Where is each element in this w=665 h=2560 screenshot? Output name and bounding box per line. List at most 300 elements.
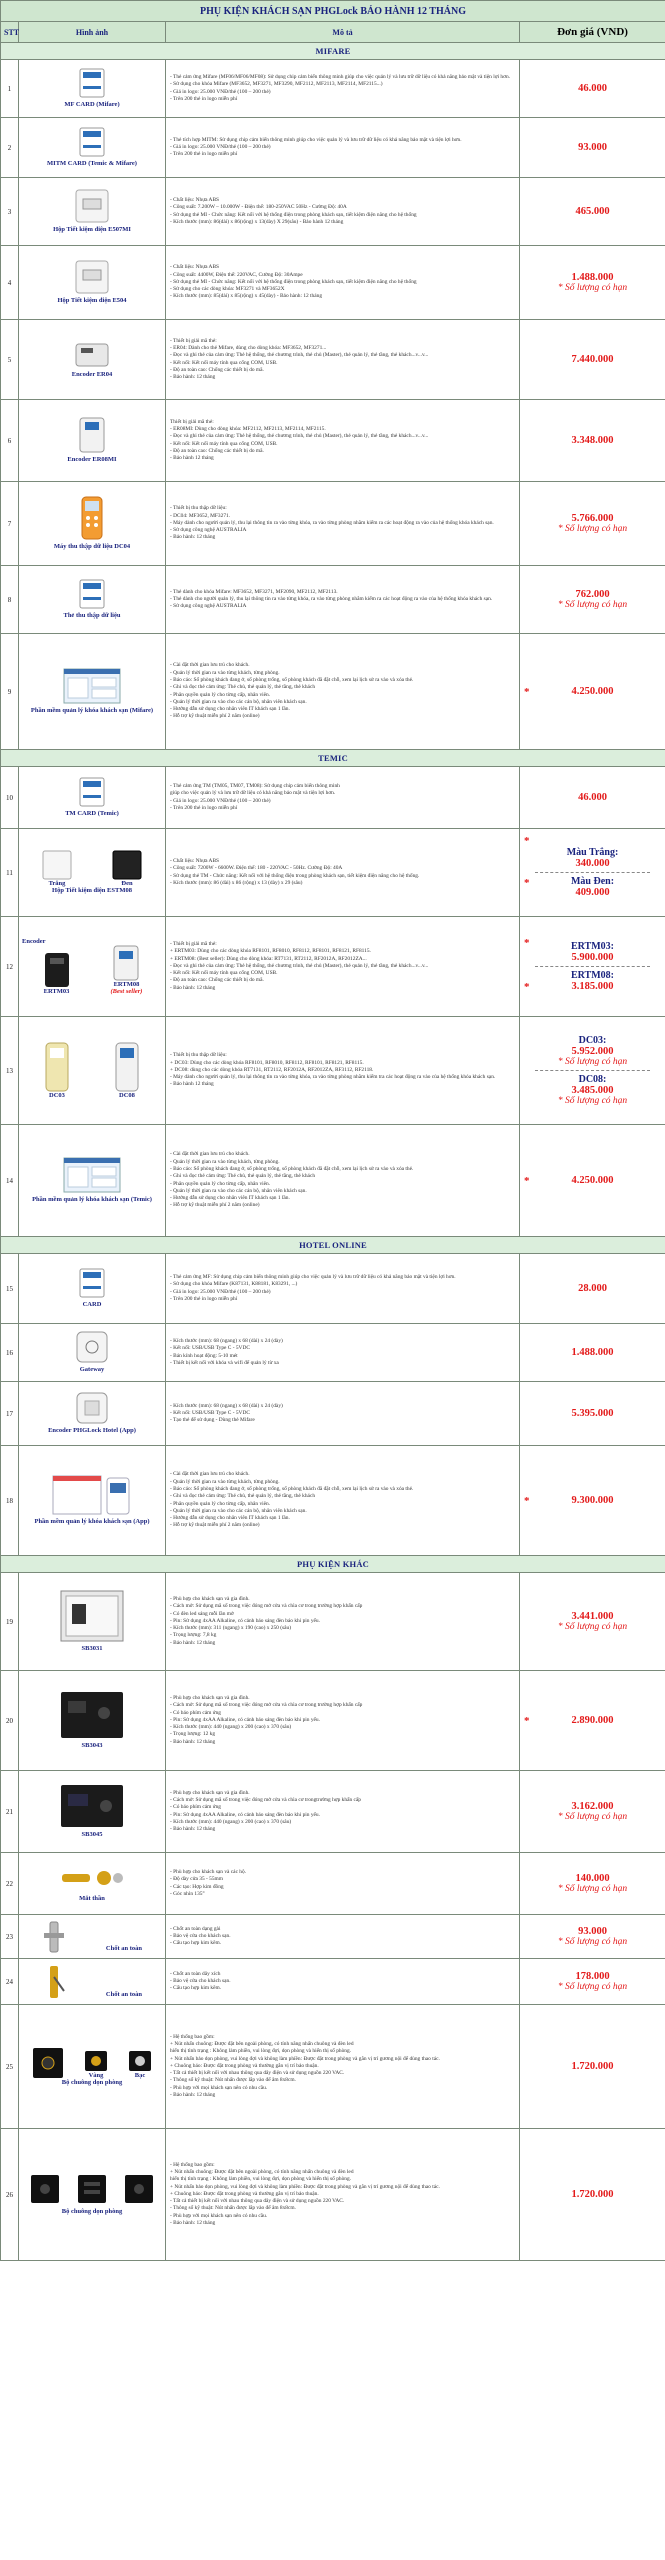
sheet-title: PHỤ KIỆN KHÁCH SẠN PHGLock BẢO HÀNH 12 THÁNG <box>1 1 665 22</box>
product-name: Hộp Tiết kiệm điện E507MI <box>53 226 131 234</box>
card-icon <box>79 579 105 609</box>
row-stt: 26 <box>1 2129 19 2261</box>
table-row <box>1 1853 665 1915</box>
desc-line: - Phân quyền quản lý cho từng cấp, nhân viên. <box>170 1180 271 1187</box>
desc-line: - Báo cáo: Số phòng khách đang ở, số phòng trống, số phòng khách đã đặt chỗ, xem lại lịch sử ra vào và xóa thẻ. <box>170 676 414 683</box>
row-stt: 20 <box>1 1671 19 1771</box>
desc-line: - Công suất: 7200W - 6600W. Điện thế: 180 - 220VAC - 50Hz. Cường Độ: 40A <box>170 865 343 872</box>
product-price: 340.000 <box>575 858 610 869</box>
desc-line: - Sử dụng thẻ TM - Chức năng: Kết nối với hệ thống điện trong phòng khách sạn, tiết kiệm điện năng cho hệ thống. <box>170 872 420 879</box>
desc-line: - Hỗ trợ kỹ thuật miễn phí 2 năm (online) <box>170 1522 260 1529</box>
power-switch-icon <box>75 189 109 223</box>
product-price: 5.952.000 <box>571 1046 614 1057</box>
desc-line: - Chất liệu: Nhựa ABS <box>170 264 220 271</box>
product-price: 3.441.000 <box>571 1611 614 1622</box>
product-desc <box>166 320 520 400</box>
desc-line: - Thiết bị kết nối với khóa và wifi để quản lý từ xa <box>170 1359 279 1366</box>
desc-line: + Nút nhấn chuông: Được đặt bên ngoài phòng, có tính năng nhấn chuông và đèn led <box>170 2040 354 2047</box>
price-label: DC08: <box>578 1074 607 1085</box>
variant-label: ERTM08 <box>113 981 140 989</box>
desc-line: - Kết nối: USB/USB Type C - 5VDC <box>170 1345 250 1352</box>
product-name: Phần mềm quản lý khóa khách sạn (Temic) <box>32 1196 152 1204</box>
product-name: TM CARD (Temic) <box>65 810 119 818</box>
data-collector-icon <box>44 1042 70 1092</box>
desc-line: - Hệ thống bao gồm: <box>170 2161 215 2168</box>
product-price: 46.000 <box>578 83 607 94</box>
table-row <box>1 917 665 1017</box>
desc-line: - Sử dụng cho các dòng khóa: MF3271 và MF3652X <box>170 286 285 293</box>
product-price: 46.000 <box>578 792 607 803</box>
product-name: SB3031 <box>81 1645 103 1653</box>
desc-line: - Có đèn led sáng mỗi lần mở <box>170 1610 234 1617</box>
desc-line: - Giá in logo: 25.000 VNĐ/thẻ (100 – 200 thẻ) <box>170 1288 271 1295</box>
doorbell-panel-icon <box>30 2174 60 2204</box>
product-name: Bộ chuông dọn phòng <box>61 2207 123 2215</box>
product-desc <box>166 566 520 634</box>
product-name: Chốt an toàn <box>105 1991 143 1999</box>
desc-line: - Bảo hành 12 tháng <box>170 1081 214 1088</box>
doorbell-panel-icon <box>128 2050 152 2072</box>
product-price: 5.395.000 <box>571 1408 614 1419</box>
product-price: 93.000 <box>578 1926 607 1937</box>
table-row <box>1 1771 665 1853</box>
row-stt: 16 <box>1 1324 19 1382</box>
table-row <box>1 482 665 566</box>
quantity-note: * Số lượng có hạn <box>557 283 628 293</box>
desc-line: - Đọc và ghi thẻ của cảm ứng: Thẻ hệ thống, thẻ chương trình, thẻ chủ (Master), thẻ quản lý, thẻ tầng, thẻ khách...v...v... <box>170 962 429 969</box>
desc-line: - Bảo hành: 12 tháng <box>170 374 216 381</box>
desc-line: - Ghi và đọc thẻ cảm ứng: Thẻ chủ, thẻ quản lý, thẻ tầng, thẻ khách <box>170 1493 316 1500</box>
desc-line: - Có báo phím cảm ứng <box>170 1709 221 1716</box>
asterisk-marker: * <box>524 1715 530 1727</box>
desc-line: - Chất liệu: Nhựa ABS <box>170 196 220 203</box>
desc-line: - Kích thước (mm): 440 (ngang) x 200 (cao) x 370 (sâu) <box>170 1724 292 1731</box>
table-row <box>1 2005 665 2129</box>
quantity-note: * Số lượng có hạn <box>557 600 628 610</box>
product-desc <box>166 246 520 320</box>
desc-line: - Giá in logo: 25.000 VNĐ/thẻ (100 – 200 thẻ) <box>170 88 271 95</box>
desc-line: - Trên 200 thẻ in logo miễn phí <box>170 151 238 158</box>
desc-line: - Thẻ dành cho khóa Mifare: MF3652, MF3271, MF2090, MF2112, MF2113. <box>170 588 338 595</box>
product-desc <box>166 634 520 750</box>
quantity-note: * Số lượng có hạn <box>557 524 628 534</box>
desc-line: - Quản lý thời gian ra vào cho các cán bộ, nhân viên khách sạn. <box>170 1507 307 1514</box>
encoder-icon <box>111 945 141 981</box>
desc-line: - Sử dụng thẻ MI - Chức năng: Kết nối với hệ thống điện trong phòng khách sạn, tiết kiệm điện năng cho hệ thống <box>170 278 417 285</box>
product-desc <box>166 1017 520 1125</box>
product-name: Gateway <box>79 1366 105 1374</box>
chain-lock-icon <box>42 1965 66 1999</box>
desc-line: + DC03: Dùng cho các dòng khóa RF8101, RF8010, RF8112, RF8101, RF8121, RF8115. <box>170 1059 364 1066</box>
quantity-note: * Số lượng có hạn <box>557 1096 628 1106</box>
product-name: Hộp Tiết kiệm điện E504 <box>57 297 127 305</box>
product-desc <box>166 829 520 917</box>
desc-line: - Quản lý thời gian ra vào từng khách, từng phòng. <box>170 669 280 676</box>
power-switch-icon <box>75 260 109 294</box>
desc-line: - Phù hợp với mọi khách sạn nên có nhu cầu. <box>170 2084 268 2091</box>
desc-line: hiển thị tình trạng : Không làm phiền, vui lòng đợi, dọn phòng và hiển thị số phòng. <box>170 2048 352 2055</box>
asterisk-marker: * <box>524 1175 530 1187</box>
section-mifare <box>1 43 665 60</box>
product-name: MITM CARD (Temic & Mifare) <box>47 160 137 168</box>
row-stt: 8 <box>1 566 19 634</box>
row-stt: 21 <box>1 1771 19 1853</box>
title-row <box>1 1 665 22</box>
product-desc <box>166 178 520 246</box>
gateway-icon <box>76 1331 108 1363</box>
row-stt: 11 <box>1 829 19 917</box>
product-name: Mắt thần <box>79 1895 105 1903</box>
desc-line: - Cài đặt thời gian lưu trú cho khách. <box>170 1151 250 1158</box>
safe-box-icon <box>60 1691 124 1739</box>
product-price: 1.488.000 <box>571 272 614 283</box>
product-name: Encoder ER04 <box>71 371 113 379</box>
row-stt: 5 <box>1 320 19 400</box>
desc-line: - Kích thước (mm): 440 (ngang) x 200 (cao) x 370 (sâu) <box>170 1818 292 1825</box>
product-desc <box>166 1125 520 1237</box>
desc-line: - Phân quyền quản lý cho từng cấp, nhân viên. <box>170 1500 271 1507</box>
product-price: 4.250.000 <box>571 1175 614 1186</box>
desc-line: - Kích thước (mm): 68 (ngang) x 68 (dài) x 24 (dày) <box>170 1402 283 1409</box>
card-icon <box>79 1268 105 1298</box>
header-desc: Mô tả <box>166 22 520 43</box>
header-row <box>1 22 665 43</box>
desc-line: - Kết nối: Kết nối máy tính qua cổng COM, USB. <box>170 440 278 447</box>
desc-line: - Bảo hành: 12 tháng <box>170 2220 216 2227</box>
desc-line: - Độ an toàn cao: Chống các thiết bị do mã. <box>170 977 264 984</box>
product-price: 1.488.000 <box>571 1347 614 1358</box>
product-desc <box>166 1853 520 1915</box>
desc-line: - Bảo hành: 12 tháng <box>170 1826 216 1833</box>
desc-line: - Cài đặt thời gian lưu trú cho khách. <box>170 662 250 669</box>
doorbell-panel-icon <box>77 2174 107 2204</box>
product-desc <box>166 60 520 118</box>
desc-line: - Kích thước (mm): 311 (ngang) x 190 (cao) x 250 (sâu) <box>170 1625 291 1632</box>
price-separator <box>535 1070 650 1071</box>
product-desc <box>166 482 520 566</box>
desc-line: - Kết nối: USB/USB Type C - 5VDC <box>170 1409 250 1416</box>
price-separator <box>535 872 650 873</box>
row-stt: 10 <box>1 767 19 829</box>
desc-line: giúp cho việc quản lý và lưu trữ dữ liệu có khả năng bảo mật và tiện lợi hơn. <box>170 790 336 797</box>
desc-line: - Chốt an toàn dây xích <box>170 1970 221 1977</box>
quantity-note: * Số lượng có hạn <box>557 1937 628 1947</box>
encoder-icon <box>76 1392 108 1424</box>
header-stt: STT <box>1 22 19 43</box>
product-desc <box>166 1254 520 1324</box>
desc-line: + Nút nhấn bảo dọn phòng, vui lòng đợi và không làm phiền: Được đặt trong phòng và gắn vị trí gương nội để dùng thao tác. <box>170 2055 440 2062</box>
table-row <box>1 829 665 917</box>
row-stt: 12 <box>1 917 19 1017</box>
desc-line: - Hướng dẫn sử dụng cho nhân viên IT khách sạn 1 lần. <box>170 706 290 713</box>
desc-line: - Ghi và đọc thẻ cảm ứng: Thẻ chủ, thẻ quản lý, thẻ tầng, thẻ khách <box>170 1173 316 1180</box>
row-stt: 23 <box>1 1915 19 1959</box>
desc-line: - Cài đặt thời gian lưu trú cho khách. <box>170 1471 250 1478</box>
price-label: DC03: <box>578 1035 607 1046</box>
variant-label: Đen <box>121 880 133 888</box>
section-temic <box>1 750 665 767</box>
section-title: HOTEL ONLINE <box>1 1237 665 1254</box>
desc-line: - Quản lý thời gian ra vào cho các cán bộ, nhân viên khách sạn. <box>170 698 307 705</box>
desc-line: - Báo cáo: Số phòng khách đang ở, số phòng trống, số phòng khách đã đặt chỗ, xem lại lịch sử ra vào và xóa thẻ. <box>170 1485 414 1492</box>
software-screen-icon <box>63 668 121 704</box>
row-stt: 2 <box>1 118 19 178</box>
product-price: 7.440.000 <box>571 354 614 365</box>
desc-line: - Phù hợp cho khách sạn và các hộ. <box>170 1868 247 1875</box>
safe-box-icon <box>60 1590 124 1642</box>
desc-line: - Trọng lượng: 7,8 kg <box>170 1632 217 1639</box>
desc-line: - Phù hợp cho khách sạn và gia đình. <box>170 1789 250 1796</box>
desc-line: - Sử dụng công nghệ AUSTRALIA <box>170 603 247 610</box>
product-price: 3.185.000 <box>571 981 614 992</box>
product-price: 5.766.000 <box>571 513 614 524</box>
product-desc <box>166 1382 520 1446</box>
product-desc <box>166 917 520 1017</box>
door-viewer-icon <box>60 1864 124 1892</box>
product-group-title: Encoder <box>22 937 46 945</box>
card-icon <box>79 777 105 807</box>
desc-line: - Pin: Sử dụng 4xAA Alkaline, có cảnh báo sáng đèn báo khi pin yếu. <box>170 1716 320 1723</box>
table-row <box>1 767 665 829</box>
desc-line: - Độ an toàn cao: Chống các thiết bị do mã. <box>170 366 264 373</box>
quantity-note: * Số lượng có hạn <box>557 1884 628 1894</box>
table-row <box>1 320 665 400</box>
safe-box-icon <box>60 1784 124 1828</box>
quantity-note: * Số lượng có hạn <box>557 1057 628 1067</box>
desc-line: - Bảo hành: 12 tháng <box>170 1639 216 1646</box>
product-desc <box>166 1446 520 1556</box>
desc-line: - Bảo hành: 12 tháng <box>170 984 216 991</box>
product-price: 28.000 <box>578 1283 607 1294</box>
table-row <box>1 1959 665 2005</box>
desc-line: - Cấu tạo hợp kim kẽm. <box>170 1940 222 1947</box>
table-row <box>1 246 665 320</box>
desc-line: Thiết bị giải mã thẻ: <box>170 418 214 425</box>
table-row <box>1 634 665 750</box>
quantity-note: * Số lượng có hạn <box>557 1812 628 1822</box>
desc-line: - Chất liệu: Nhựa ABS <box>170 857 220 864</box>
row-stt: 14 <box>1 1125 19 1237</box>
table-row <box>1 1915 665 1959</box>
variant-label: Trắng <box>48 880 66 888</box>
table-row <box>1 566 665 634</box>
desc-line: - Hệ thống bao gồm: <box>170 2033 215 2040</box>
product-name: Hộp Tiết kiệm điện ESTM08 <box>52 887 132 895</box>
product-desc <box>166 118 520 178</box>
desc-line: - Bảo hành 12 tháng <box>170 455 214 462</box>
desc-line: - Sử dụng công nghệ AUSTRALIA <box>170 527 247 534</box>
row-stt: 9 <box>1 634 19 750</box>
desc-line: - Tất cả thiết bị kết nối với nhau thông qua dây điện và sử dụng nguồn 220 VAC. <box>170 2198 345 2205</box>
table-row <box>1 1324 665 1382</box>
section-title: MIFARE <box>1 43 665 60</box>
desc-line: - Công suất: 4400W, Điện thế: 220VAC, Cường Độ: 30Ampe <box>170 271 303 278</box>
desc-line: - Kích thước (mm): 86(dài) x 86(rộng) x 13(dày) X 29(sâu) - Bảo hành 12 tháng <box>170 218 344 225</box>
product-price: 3.162.000 <box>571 1801 614 1812</box>
price-label: Màu Trắng: <box>566 847 619 858</box>
row-stt: 17 <box>1 1382 19 1446</box>
product-price: 465.000 <box>575 206 610 217</box>
product-price: 5.900.000 <box>571 952 614 963</box>
product-desc <box>166 767 520 829</box>
product-price: 3.485.000 <box>571 1085 614 1096</box>
doorbell-panel-icon <box>32 2047 64 2079</box>
price-label: ERTM08: <box>571 970 614 981</box>
desc-line: - Quản lý thời gian ra vào từng khách, từng phòng. <box>170 1478 280 1485</box>
product-name: Bộ chuông dọn phòng <box>61 2078 123 2086</box>
product-desc <box>166 1324 520 1382</box>
row-stt: 15 <box>1 1254 19 1324</box>
table-row <box>1 1382 665 1446</box>
product-price: 409.000 <box>575 887 610 898</box>
desc-line: - Thẻ cảm ứng MF: Sử dụng chip cảm biến thông minh giúp cho việc quản lý và lưu trữ dữ liệu có khả năng bảo mật và tiện lợi hơn. <box>170 1273 456 1280</box>
section-title: TEMIC <box>1 750 665 767</box>
desc-line: - Kích thước (mm): 86 (dài) x 86 (rộng) x 13 (dày) x 29 (sâu) <box>170 879 303 886</box>
desc-line: - Cấu tạo hợp kim kẽm. <box>170 1985 222 1992</box>
desc-line: - Thẻ dành cho người quản lý, thu lại thông tin ra vào từng khóa, ra vào từng phòng nhằm kiểm ra các hoạt động ra vào của hệ thống khóa khách sạn. <box>170 595 493 602</box>
desc-line: - Giá in logo: 25.000 VNĐ/thẻ (100 – 200 thẻ) <box>170 143 271 150</box>
product-price: 4.250.000 <box>571 686 614 697</box>
product-name: Encoder ER08MI <box>67 456 117 464</box>
desc-line: - Kích thước (mm): 85(dài) x 85(rộng) x 45(dày) - Bảo hành: 12 tháng <box>170 293 323 300</box>
row-stt: 7 <box>1 482 19 566</box>
product-name: MF CARD (Mifare) <box>64 101 120 109</box>
product-price: 1.720.000 <box>571 2061 614 2072</box>
best-seller-label: (Best seller) <box>110 988 143 996</box>
desc-line: + ERTM08: (Best seller): Dùng cho dòng khóa: RT7131, RT2112, RF2012A, RF2012ZA... <box>170 955 367 962</box>
desc-line: + Nút nhấn bảo dọn phòng, vui lòng đợi và không làm phiền: Được đặt trong phòng và gắn vị trí gương nội để dùng thao tác. <box>170 2183 440 2190</box>
desc-line: - Thiết bị thu thập dữ liệu: <box>170 1052 227 1059</box>
header-price: Đơn giá (VND) <box>520 22 665 43</box>
asterisk-marker: * <box>524 1495 530 1507</box>
product-price: 93.000 <box>578 142 607 153</box>
product-price: 2.890.000 <box>571 1715 614 1726</box>
desc-line: - Phù hợp cho khách sạn và gia đình. <box>170 1694 250 1701</box>
row-stt: 18 <box>1 1446 19 1556</box>
desc-line: - Bảo hành: 12 tháng <box>170 2092 216 2099</box>
desc-line: - Trên 200 thẻ in logo miễn phí <box>170 804 238 811</box>
row-stt: 22 <box>1 1853 19 1915</box>
desc-line: - Cách mở: Sử dụng mã số trong việc đóng mở cửa và chìa cơ trong trường hợp khẩn cấp <box>170 1702 363 1709</box>
price-label: Màu Đen: <box>570 876 615 887</box>
desc-line: - Tạo thẻ để sử dụng - Dùng thẻ Mifare <box>170 1417 255 1424</box>
desc-line: - Giá in logo: 25.000 VNĐ/thẻ (100 – 200 thẻ) <box>170 797 271 804</box>
desc-line: - Độ dày cửa 35 - 55mm <box>170 1876 223 1883</box>
desc-line: - Công suất: 7.200W – 10.000W - Điện thế: 180-250VAC 50Hz - Cường Độ: 40A <box>170 204 347 211</box>
desc-line: - Thẻ tích hợp MITM: Sử dụng chip cảm biến thông minh giúp cho việc quản lý và lưu trữ dữ liệu có khả năng bảo mật và tiện lợi hơn. <box>170 136 462 143</box>
desc-line: - Có báo phím cảm ứng <box>170 1804 221 1811</box>
desc-line: - Sử dụng thẻ MI - Chức năng: Kết nối với hệ thống điện trong phòng khách sạn, tiết kiệm điện năng cho hệ thống <box>170 211 417 218</box>
product-name: SB3043 <box>81 1742 103 1750</box>
desc-line: - Thiết bị giải mã thẻ: <box>170 337 217 344</box>
asterisk-marker: * <box>524 835 530 847</box>
desc-line: - Phân quyền quản lý cho từng cấp, nhân viên. <box>170 691 271 698</box>
product-price: 3.348.000 <box>571 435 614 446</box>
desc-line: - Sử dụng cho khóa Mifare (MF3652, MF3271, MF3290, MF2112, MF2113, MF2114, MF2115...) <box>170 81 383 88</box>
table-row <box>1 178 665 246</box>
product-price: 9.300.000 <box>571 1495 614 1506</box>
desc-line: - DC04: MF3652, MF3271. <box>170 512 231 519</box>
row-stt: 1 <box>1 60 19 118</box>
table-row <box>1 1017 665 1125</box>
desc-line: - Ghi và đọc thẻ cảm ứng: Thẻ chủ, thẻ quản lý, thẻ tầng, thẻ khách <box>170 684 316 691</box>
variant-label: Bạc <box>134 2071 146 2079</box>
variant-label: Vàng <box>88 2071 104 2079</box>
product-name: Encoder PHGLock Hotel (App) <box>48 1427 136 1435</box>
desc-line: - Phù hợp cho khách sạn và gia đình. <box>170 1595 250 1602</box>
desc-line: - Bán kính hoạt động: 5-10 mét <box>170 1352 238 1359</box>
table-row <box>1 1573 665 1671</box>
desc-line: - Quản lý thời gian ra vào từng khách, từng phòng. <box>170 1158 280 1165</box>
desc-line: + Chuông báo: Được đặt trong phòng và thường gắn vị trí bảo thuận. <box>170 2190 319 2197</box>
desc-line: - Thiết bị thu thập dữ liệu: <box>170 505 227 512</box>
asterisk-marker: * <box>524 686 530 698</box>
desc-line: - Kích thước (mm): 68 (ngang) x 68 (dài) x 24 (dày) <box>170 1337 283 1344</box>
product-name: Phần mềm quản lý khóa khách sạn (App) <box>34 1518 150 1526</box>
black-switch-icon <box>112 850 142 880</box>
asterisk-marker: * <box>524 877 530 889</box>
white-switch-icon <box>42 850 72 880</box>
variant-label: DC03 <box>49 1092 65 1099</box>
desc-line: - Bảo hành: 12 tháng <box>170 1738 216 1745</box>
table-row <box>1 400 665 482</box>
door-latch-icon <box>42 1921 66 1953</box>
variant-label: ERTM03 <box>43 988 70 996</box>
row-stt: 19 <box>1 1573 19 1671</box>
desc-line: - Kết nối: Kết nối máy tính qua cổng COM, USB. <box>170 359 278 366</box>
product-price: 762.000 <box>575 589 610 600</box>
encoder-icon <box>75 340 109 368</box>
product-desc <box>166 1915 520 1959</box>
desc-line: - Đọc và ghi thẻ của cảm ứng: Thẻ hệ thống, thẻ chương trình, thẻ chủ (Master), thẻ quản lý, thẻ tầng, thẻ khách...v...v... <box>170 433 429 440</box>
asterisk-marker: * <box>524 981 530 993</box>
desc-line: - Thẻ cảm ứng TM (TM05, TM07, TM08): Sử dụng chip cảm biến thông minh <box>170 782 340 789</box>
variant-label: DC08 <box>119 1092 135 1099</box>
product-desc <box>166 2005 520 2129</box>
desc-line: hiển thị tình trạng : Không làm phiền, vui lòng đợi, dọn phòng và hiển thị số phòng. <box>170 2176 352 2183</box>
table-row <box>1 1125 665 1237</box>
table-row <box>1 60 665 118</box>
desc-line: - Thông số kỹ thuật: Nút nhấn được lắp vào đế âm 8x8cm. <box>170 2077 296 2084</box>
quantity-note: * Số lượng có hạn <box>557 1982 628 1992</box>
product-name: Chốt an toàn <box>105 1945 143 1953</box>
product-desc <box>166 1671 520 1771</box>
product-name: Thẻ thu thập dữ liệu <box>63 612 121 620</box>
product-name: Máy thu thập dữ liệu DC04 <box>53 543 131 551</box>
header-image: Hình ảnh <box>19 22 166 43</box>
doorbell-panel-icon <box>124 2174 154 2204</box>
desc-line: - Pin: Sử dụng 4xAA Alkaline, có cảnh báo sáng đèn báo khi pin yếu. <box>170 1617 320 1624</box>
data-collector-icon <box>114 1042 140 1092</box>
desc-line: - Báo cáo: Số phòng khách đang ở, số phòng trống, số phòng khách đã đặt chỗ, xem lại lịch sử ra vào và xóa thẻ. <box>170 1165 414 1172</box>
asterisk-marker: * <box>524 937 530 949</box>
desc-line: - Chốt an toàn dạng gài <box>170 1925 221 1932</box>
data-collector-icon <box>80 496 104 540</box>
table-row <box>1 118 665 178</box>
product-desc <box>166 1573 520 1671</box>
desc-line: - Cách mở: Sử dụng mã số trong việc đóng mở cửa và chìa cơ trongtrường hợp khẩn cấp <box>170 1796 361 1803</box>
row-stt: 6 <box>1 400 19 482</box>
product-name: Phần mềm quản lý khóa khách sạn (Mifare) <box>30 707 154 715</box>
table-row <box>1 1446 665 1556</box>
product-desc <box>166 400 520 482</box>
desc-line: - Góc nhìn 135° <box>170 1890 205 1897</box>
desc-line: - Phù hợp với mọi khách sạn nên có nhu cầu. <box>170 2212 268 2219</box>
desc-line: - Bảo vệ cửa cho khách sạn. <box>170 1977 231 1984</box>
desc-line: + Nút nhấn chuông: Được đặt bên ngoài phòng, có tính năng nhấn chuông và đèn led <box>170 2168 354 2175</box>
product-name: CARD <box>82 1301 102 1309</box>
desc-line: - Bảo vệ cửa cho khách sạn. <box>170 1932 231 1939</box>
